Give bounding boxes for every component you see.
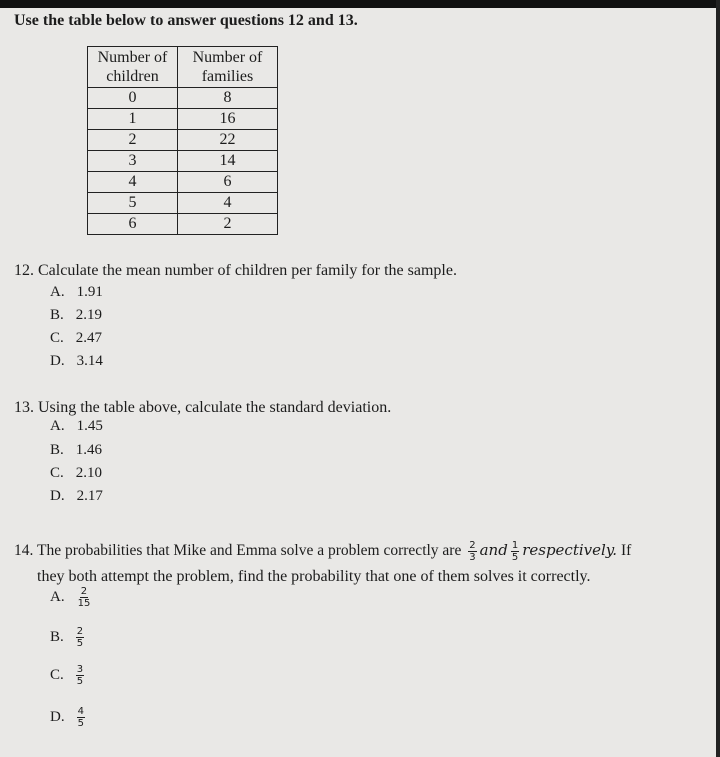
and-word: and	[479, 541, 508, 560]
fraction-numerator: 1	[511, 540, 519, 551]
option-value: 2.17	[76, 488, 103, 504]
fraction-denominator: 15	[77, 598, 91, 609]
cell-families: 22	[178, 130, 278, 151]
q14-option-b[interactable]	[50, 626, 87, 649]
fraction-denominator: 5	[76, 638, 84, 649]
q14-option-a[interactable]	[50, 586, 94, 609]
fraction-denominator: 5	[76, 676, 84, 687]
fraction-denominator: 3	[469, 552, 476, 563]
cell-children: 4	[88, 172, 178, 193]
fraction-numerator: 4	[77, 706, 84, 717]
cell-children: 0	[88, 88, 178, 109]
option-value: 1.91	[76, 284, 103, 300]
q14-option-c[interactable]	[50, 664, 87, 687]
frequency-table	[87, 46, 278, 235]
cell-children: 5	[88, 193, 178, 214]
option-value: 1.45	[76, 418, 103, 434]
table-header-row	[88, 47, 278, 88]
q13-option-a[interactable]	[50, 418, 103, 435]
fraction	[468, 540, 476, 563]
header-families: Number of families	[178, 47, 278, 88]
fraction-numerator: 2	[76, 626, 84, 637]
cell-children: 2	[88, 130, 178, 151]
q12-option-c[interactable]	[50, 330, 102, 347]
option-value: 2.10	[75, 465, 103, 481]
table-row	[88, 130, 278, 151]
cell-children: 6	[88, 214, 178, 235]
q14-line-2: they both attempt the problem, find the probability that one of them solves it correctly.	[37, 568, 591, 585]
q12-option-b[interactable]	[50, 307, 102, 324]
instruction-text: Use the table below to answer questions 12 and 13.	[14, 12, 358, 29]
option-fraction	[76, 664, 84, 687]
q13-option-c[interactable]	[50, 465, 102, 482]
table-row	[88, 109, 278, 130]
q13-option-d[interactable]	[50, 488, 103, 505]
question-12: 12. Calculate the mean number of children per family for the sample.	[14, 262, 457, 279]
table-row	[88, 151, 278, 172]
table-row	[88, 193, 278, 214]
option-fraction	[77, 706, 85, 729]
option-letter: B.	[50, 307, 64, 323]
option-fraction	[76, 626, 84, 649]
option-letter: B.	[50, 442, 64, 458]
option-letter: D.	[50, 488, 65, 504]
option-letter: A.	[50, 284, 65, 300]
fraction-denominator: 5	[511, 552, 519, 563]
option-letter: D.	[50, 708, 65, 725]
option-letter: C.	[50, 666, 64, 683]
q12-option-a[interactable]	[50, 284, 103, 301]
cell-families: 6	[178, 172, 278, 193]
table-row	[88, 172, 278, 193]
cell-children: 1	[88, 109, 178, 130]
q14-text-start: 14. The probabilities that Mike and Emma solve a problem correctly are	[14, 542, 462, 560]
option-value: 2.47	[75, 330, 103, 346]
cell-families: 14	[178, 151, 278, 172]
option-fraction	[77, 586, 92, 609]
option-value: 3.14	[76, 353, 103, 369]
q13-option-b[interactable]	[50, 442, 102, 459]
q14-if-word: If	[620, 542, 632, 560]
fraction	[511, 540, 519, 563]
cell-families: 2	[178, 214, 278, 235]
page-top-edge	[0, 0, 720, 8]
cell-families: 4	[178, 193, 278, 214]
option-letter: C.	[50, 330, 64, 346]
cell-families: 8	[178, 88, 278, 109]
option-value: 1.46	[75, 442, 103, 458]
fraction-numerator: 3	[76, 664, 84, 675]
option-letter: A.	[50, 588, 65, 605]
option-value: 2.19	[75, 307, 103, 323]
page-right-edge	[716, 0, 720, 757]
table-row	[88, 214, 278, 235]
respectively-word: respectively.	[522, 541, 618, 560]
option-letter: D.	[50, 353, 65, 369]
option-letter: C.	[50, 465, 64, 481]
fraction-denominator: 5	[77, 718, 84, 729]
cell-children: 3	[88, 151, 178, 172]
option-letter: A.	[50, 418, 65, 434]
fraction-numerator: 2	[80, 586, 88, 597]
q12-option-d[interactable]	[50, 353, 103, 370]
question-14	[14, 540, 714, 563]
question-13: 13. Using the table above, calculate the standard deviation.	[14, 399, 392, 416]
fraction-numerator: 2	[469, 540, 476, 551]
cell-families: 16	[178, 109, 278, 130]
header-children: Number of children	[88, 47, 178, 88]
q14-option-d[interactable]	[50, 706, 88, 729]
table-row	[88, 88, 278, 109]
option-letter: B.	[50, 628, 64, 645]
